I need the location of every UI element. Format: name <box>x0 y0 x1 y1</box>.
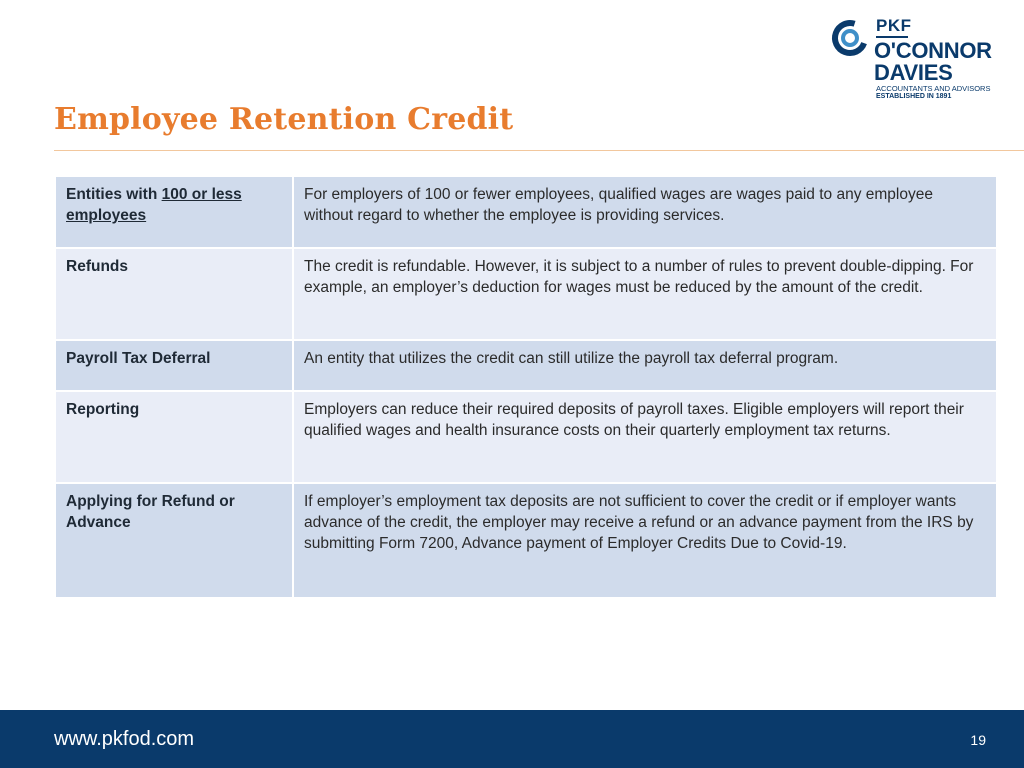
row-label-prefix: Entities with <box>66 186 162 203</box>
slide-title: Employee Retention Credit <box>54 102 514 137</box>
company-logo <box>830 14 1015 104</box>
row-text-applying: If employer’s employment tax deposits are not sufficient to cover the credit or if employer wants advance of the credit, the employer may receive a refund or an advance payment from the IRS by submitting Form 7200, Advance payment of Employer Credits Due to Covid-19. <box>294 484 996 597</box>
row-label-entities <box>56 177 294 249</box>
row-text-refunds: The credit is refundable. However, it is subject to a number of rules to prevent double-dipping. For example, an employer’s deduction for wages must be reduced by the amount of the credit. <box>294 249 996 341</box>
footer-url[interactable]: www.pkfod.com <box>54 728 195 750</box>
logo-circle-icon <box>830 18 874 58</box>
row-label-payroll-tax-deferral: Payroll Tax Deferral <box>56 341 294 392</box>
logo-brand-top: PKF <box>876 16 912 35</box>
logo-established: ESTABLISHED IN 1891 <box>876 93 952 100</box>
page-number: 19 <box>970 732 986 748</box>
row-label-refunds: Refunds <box>56 249 294 341</box>
row-label-reporting: Reporting <box>56 392 294 484</box>
employees-link[interactable]: 100 or less employees <box>66 186 242 224</box>
row-label-applying: Applying for Refund or Advance <box>56 484 294 597</box>
footer-bar <box>0 710 1024 768</box>
logo-line2: DAVIES <box>874 60 953 85</box>
logo-line1: O'CONNOR <box>874 38 992 63</box>
row-text-payroll-tax-deferral: An entity that utilizes the credit can still utilize the payroll tax deferral program. <box>294 341 996 392</box>
row-text-reporting: Employers can reduce their required deposits of payroll taxes. Eligible employers will report their qualified wages and health insurance costs on their quarterly employment tax returns. <box>294 392 996 484</box>
title-divider <box>54 150 1024 151</box>
info-table <box>56 177 996 597</box>
logo-tagline: ACCOUNTANTS AND ADVISORS <box>876 84 991 93</box>
row-text-entities: For employers of 100 or fewer employees, qualified wages are wages paid to any employee without regard to whether the employee is providing services. <box>294 177 996 249</box>
